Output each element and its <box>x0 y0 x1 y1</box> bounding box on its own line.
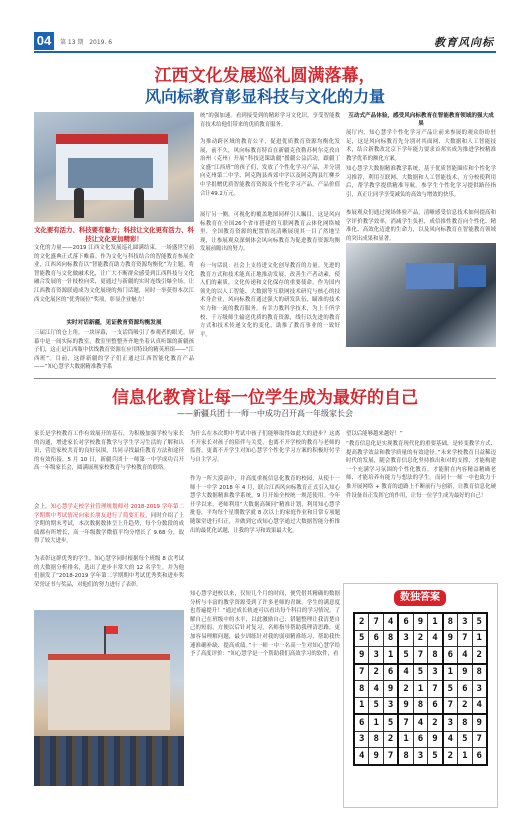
sudoku-cell: 1 <box>458 748 472 765</box>
sudoku-cell: 7 <box>472 731 487 748</box>
sudoku-cell: 4 <box>413 714 427 731</box>
article2-col1-para1: 家长是学校教育工作有效展开的基石，为积极加强学校与家长的沟通，增进家长对学校教育教学与学生学习生活的了解和认识，营造家校共育的良好氛围，共同寻找最佳教育方法和途径的有效衔接，5 月 10 日，新疆兵团十一师第一中学成功召开高一年级家长会，圆满展现家校教育与学校教育的联络。 <box>34 431 184 472</box>
sudoku-cell: 3 <box>398 630 413 647</box>
display-screen <box>406 263 454 289</box>
sudoku-cell: 5 <box>428 748 443 765</box>
article2-col3-para1: 望以后能够越来越好！” <box>346 431 403 437</box>
sudoku-cell: 1 <box>443 664 458 681</box>
sudoku-cell: 4 <box>354 748 369 765</box>
sudoku-row <box>354 681 487 698</box>
article1-col3-subheading: 互动式产品体验，感受风向标教育在智能教育领域的强大成果 <box>348 113 494 127</box>
article2-col3-para2: “教育信息化是实现教育现代化的重要基础，是转变教学方式、提高教学效益和教学质量的有效途径。”未来学校教育日益稀迈时代的发展，随会教育信息化坚持推出和对的支撑，才能构建一个充满学习氛围的个性化教育。才能附在内容精益精确老师、才能培养有能力与想法的学生。而同十一师一中也致力于推开展网络 + 教育的道路上不断前行与创新，让教育信息化硬件设备真正发挥它的作用，让每一位学生成为最好的自己！ <box>346 441 496 499</box>
sudoku-cell: 1 <box>354 697 369 714</box>
article1-col1-para1: 文化的力量——2019 江西文化发展巡礼圆满结束。一场盛世空前的文化盛典正式落下帷幕。作为文化与科技结合的智能教育参展企业，江西风向标教育以“智能教育助力教育资源均衡化”为主题，将智能教育与文化做融术化，让广大不断群众感受到江西科技与文化融合发展的一针枝校向荣，更通过与新疆的实时连线引爆全场，让江西教育资源联通成为文化展现的热门话题，同时一举获得本次江西文化展区的“优秀展位”奖项，彰显企业魅力！ <box>34 245 194 303</box>
sudoku-cell: 7 <box>369 613 383 630</box>
exhibition-visitors-photo <box>346 243 496 347</box>
sudoku-cell: 5 <box>443 681 458 698</box>
sudoku-cell: 5 <box>383 714 398 731</box>
school-event-photo <box>34 610 184 786</box>
sudoku-cell: 9 <box>383 681 398 698</box>
sudoku-cell: 8 <box>413 697 427 714</box>
sudoku-cell: 9 <box>458 664 472 681</box>
sudoku-cell: 7 <box>443 697 458 714</box>
sudoku-row <box>354 647 487 664</box>
sudoku-answer-box <box>343 583 498 808</box>
sudoku-cell: 9 <box>413 613 427 630</box>
booth-shape <box>56 134 168 200</box>
article1-col2-para2: 为推动跨区域的教育公平，促进优质教育资源均衡化发展，前不久，风向标教育特首在新疆克孜勒苏柯尔克孜自治州（克州）开展“科技送课助疆”援疆公益活动，跟疆丁文盛“江西班”的孩子们，发放了个性化学习产品，并分别向克州第二中学、阿克陶县西郊中学以及阿克陶县红柳乡中学捐赠优质智能教育资源及个性化学习产品，产品价值合计49.2万元。 <box>200 139 340 197</box>
sudoku-row <box>354 630 487 647</box>
para-lead: 会上， <box>34 504 51 510</box>
highlighted-text: 知心慧学走校学业管理规划师对 2018-2019 学年第二学期期中考试情况向家长朋友进行了简要汇报， <box>34 504 184 519</box>
sudoku-cell: 1 <box>369 714 383 731</box>
sudoku-cell: 4 <box>428 630 443 647</box>
article1-title-line1: 江西文化发展巡礼圆满落幕， <box>154 66 376 86</box>
sudoku-row <box>354 714 487 731</box>
sudoku-cell: 9 <box>472 714 487 731</box>
sudoku-cell: 3 <box>369 647 383 664</box>
sudoku-cell: 3 <box>472 681 487 698</box>
sudoku-cell: 1 <box>383 647 398 664</box>
sudoku-title: 数独答案 <box>394 590 446 606</box>
sudoku-row <box>354 731 487 748</box>
sudoku-row <box>354 613 487 630</box>
sudoku-grid <box>353 612 488 766</box>
sudoku-row <box>354 664 487 681</box>
sudoku-cell: 6 <box>398 613 413 630</box>
sudoku-cell: 3 <box>413 748 427 765</box>
brand-logo: 教育风向标 <box>434 36 494 49</box>
article1-col2-para3: 展厅另一侧，可视化的覆盖地图同样引人瞩目。这是风向标教育在全国26个省市搭建的互联网教育云体化网络城里，全国教育资源的配置情况清晰展现其一目了然地呈现，让参展观众深刻体会风向标教育为促进教育资源均衡发展前瞻出的努力。 <box>200 212 340 253</box>
article2-col2-para1: 为什么在本次期中考试中孩子们能够取得如此大的进步？这离不开家长对孩子的陪伴与关爱，也离不开学校的教育与老师的监督。更离不开学生对知心慧学个性化学习方案的积极好付学与自主学习。 <box>190 431 340 463</box>
sudoku-cell: 5 <box>369 697 383 714</box>
sudoku-cell: 3 <box>428 664 443 681</box>
sudoku-cell: 1 <box>398 731 413 748</box>
article2-subtitle: ——新疆兵团十一师一中成功召开高一年级家长会 <box>177 409 353 418</box>
sudoku-cell: 3 <box>383 697 398 714</box>
para-rest: 同时介绍了上学期的期末考试，本次数据数体呈上升趋势，每个分数段的成绩都有所增长，高一年级数学微值平均分增长了 9.68 分，取得了较大进步。 <box>34 512 184 545</box>
sudoku-cell: 2 <box>354 613 369 630</box>
sudoku-cell: 4 <box>398 664 413 681</box>
article1-col2-para4: 有一句话说：社会上支持进文化创导教育的力量。先进的教育方式和技术能真正地推动发展，改善生产者动素，使人们的素质，文化传递和文化保存的重要使命。作为国内领先的以人工智能、大数据等互联网技术研究与核心的技术身企业，风向标教育通过强大的研发队伍，瞄准的技术实力和一流的教育服务，有幸力教科学技术，为上千所学校、千万级师生输送优质的教育资源，线行以先进的教育方式和技术传递文化的变化，助推了教育事业的一致好平。 <box>200 263 340 338</box>
sudoku-cell: 7 <box>458 630 472 647</box>
issue-label: 第 13 期 <box>60 39 84 46</box>
sudoku-cell: 4 <box>458 647 472 664</box>
sudoku-cell: 2 <box>369 664 383 681</box>
sudoku-cell: 2 <box>443 748 458 765</box>
article-divider <box>34 378 496 379</box>
school-building <box>48 654 170 730</box>
sudoku-cell: 5 <box>354 630 369 647</box>
sudoku-cell: 3 <box>354 731 369 748</box>
sudoku-cell: 7 <box>354 664 369 681</box>
sudoku-cell: 7 <box>428 681 443 698</box>
sudoku-cell: 2 <box>458 697 472 714</box>
sudoku-cell: 9 <box>398 697 413 714</box>
sudoku-cell: 2 <box>428 714 443 731</box>
sudoku-cell: 8 <box>383 630 398 647</box>
visitor-figure <box>74 188 84 218</box>
sudoku-cell: 8 <box>458 714 472 731</box>
sudoku-cell: 9 <box>428 731 443 748</box>
article1-col3-para3: 参展观众们通过现场体验产品，清晰感受信息技术如何提高和学评价教学效率，消减学生负担，成信推性教育向个性化、精准化、高效化迈进的生命力，以及风向标教育在智能教育领域的突出成果和显著。 <box>346 210 496 242</box>
article2-col2-para3: 知心慧学进校以来，仅短几个月的时间，便凭借其精确的数据分析与丰富的教学资源受到了许多老师的青睐。学生的满意度也普遍提升！“通过成长轨迹可以看出每个科目的学习情况，了解自己在班级中的水平，以此激励自己；错题整理让我清楚自己的短弱，方便以后针对复习，名师指导帮助我理清思路，更加容易理解问题，最少训练针对我的弱项精准练习，帮助我快速准确补缺、提高成绩。”十一师一中一名高一生对知心慧学给予了高度评价：“知心慧学是一个帮助我们高效学习的软件，看 <box>190 591 340 658</box>
sudoku-cell: 2 <box>398 681 413 698</box>
visitor-figure <box>134 188 144 218</box>
sudoku-cell: 4 <box>383 613 398 630</box>
sudoku-cell: 2 <box>413 630 427 647</box>
article1-col3-para1: 展厅内，知心慧学个性化学习产品让前来参展的观众纷纷驻足，这是风向标教育先分别对其面网、大数据和人工智能技术，结合新教改北京下学年能力要求首邦实成为推进学校精准教学优革的额化方案。 <box>346 130 496 162</box>
header-rule <box>34 51 496 53</box>
sudoku-cell: 8 <box>443 613 458 630</box>
sudoku-cell: 9 <box>369 748 383 765</box>
sudoku-cell: 6 <box>354 714 369 731</box>
sudoku-cell: 1 <box>428 613 443 630</box>
sudoku-cell: 3 <box>443 714 458 731</box>
sudoku-row <box>354 748 487 765</box>
sudoku-cell: 6 <box>472 748 487 765</box>
sudoku-cell: 7 <box>383 748 398 765</box>
page-number-box: 04 <box>34 32 54 50</box>
article2-title: 信息化教育让每一位学生成为最好的自己 <box>112 388 418 408</box>
sudoku-cell: 6 <box>369 630 383 647</box>
sudoku-cell: 6 <box>413 731 427 748</box>
sudoku-cell: 7 <box>398 714 413 731</box>
sudoku-cell: 5 <box>458 731 472 748</box>
sudoku-cell: 8 <box>369 731 383 748</box>
article2-col1-para2 <box>34 503 184 546</box>
issue-info <box>60 37 112 46</box>
sudoku-cell: 3 <box>458 613 472 630</box>
sudoku-cell: 6 <box>458 681 472 698</box>
sudoku-cell: 6 <box>428 697 443 714</box>
sudoku-cell: 5 <box>472 613 487 630</box>
sudoku-cell: 1 <box>413 681 427 698</box>
sudoku-cell: 8 <box>398 748 413 765</box>
sudoku-row <box>354 697 487 714</box>
article2-col2-para2: 作为一所大漠高中，并高度重视信息化教育的校园，从使十一师十一中学 2018 年 4 月，联合江西风向标教育正式引入知心慧学大数据精准教学系统，9 月开始全校统一规范使用。今年开学以来，老师利用“大数据高频问”精准计划，利用知心慧学批卷，平均每个星期数学就 8 次以上的家庭作业和日常专项题随课堂进行归正，并做到它成知心慧学通过大数据智能分析推出的最优化试题，让我的学习和效果最大化。 <box>190 476 340 534</box>
sudoku-cell: 9 <box>443 630 458 647</box>
article1-title-line2: 风向标教育彰显科技与文化的力量 <box>144 87 385 106</box>
sudoku-cell: 4 <box>369 681 383 698</box>
issue-date: 2019. 6 <box>89 39 113 46</box>
sudoku-cell: 5 <box>413 664 427 681</box>
article1-col1-para2: 三届江厅的仓上角，一块屏幕，一支话筒吸引了参观者的眼光。屏幕中是一间实际的教室，教室里整整齐齐地坐着认真听课的新疆孩子们，这正是江西瓶中伏线教育资源在应用特设的精英班组——“江西班”。目前，这群新疆的学子们正通过江西智能化教育产品——“知心慧学大数据精准教学系 <box>34 330 194 371</box>
sudoku-cell: 4 <box>443 731 458 748</box>
photo-caption: 文化要有活力、科技要有魅力；科技让文化更有活力、科技让文化更加精彩！ <box>34 226 194 243</box>
sudoku-cell: 8 <box>354 681 369 698</box>
sudoku-cell: 8 <box>472 664 487 681</box>
sudoku-cell: 7 <box>413 647 427 664</box>
crowd-of-students <box>34 736 184 786</box>
sudoku-cell: 5 <box>398 647 413 664</box>
article1-col2-para1: 统”的强加速。看到接受到的精彩学习文化识，享受智能教育技术给他们带来的优质教育服务。 <box>200 113 340 128</box>
exhibition-booth-photo <box>34 112 194 222</box>
sudoku-cell: 9 <box>354 647 369 664</box>
sudoku-cell: 4 <box>472 697 487 714</box>
article2-col1-para3: 为表彰这群优秀的学生，知心慧学同时根据每个班级 8 次考试的大数据分析排名，选出了进步丰常大的 12 名学生。并为他们颁发了“2018-2019 学年第二学期期中考试优秀奖和进步奖荣誉证书与奖品，对他们的努力进行了表彰。 <box>34 556 184 588</box>
article1-col3-para2: 知心慧学大数据精准教学系统，基于优质智能圈库和个性化学习推荐，利用互联网、大数据和人工智能技术，方分校使利用后，帮学教学提供精准导航。参学生个性化学习提供路径指引，真正让同学享受减负的高效与增效的快乐。 <box>346 166 496 198</box>
sudoku-cell: 8 <box>428 647 443 664</box>
sudoku-cell: 2 <box>383 731 398 748</box>
sudoku-cell: 2 <box>472 647 487 664</box>
sudoku-cell: 6 <box>383 664 398 681</box>
sudoku-cell: 1 <box>472 630 487 647</box>
article1-col1-subheading: 实时对话新疆，见证教育资源均衡发展 <box>66 320 162 326</box>
sudoku-cell: 6 <box>443 647 458 664</box>
